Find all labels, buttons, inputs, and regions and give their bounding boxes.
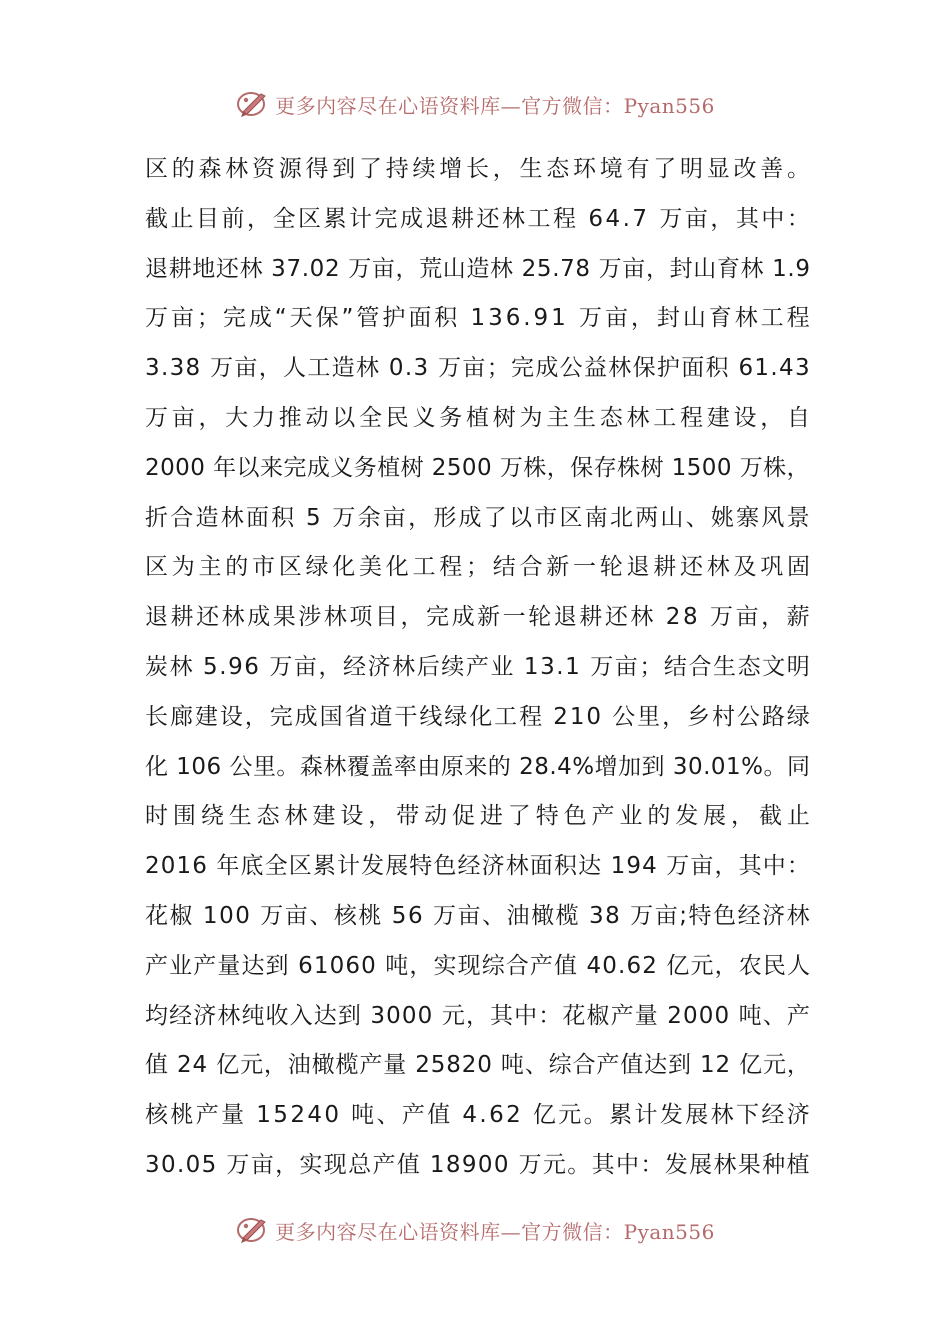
text-line: 均 经 济 林 纯 收 入 达 到 3 0 0 0 元 ， 其 中 ： 花 椒 产 量 2 0 0 0 吨 、 产 <box>145 1002 810 1029</box>
text-line: 退 耕 还 林 成 果 涉 林 项 目 ， 完 成 新 一 轮 退 耕 还 林 2 8 万 亩 ， 薪 <box>145 604 810 631</box>
text-line: 值 2 4 亿 元 ， 油 橄 榄 产 量 2 5 8 2 0 吨 、 综 合 产 值 达 到 1 2 亿 元 ， <box>145 1052 810 1079</box>
text-line: 花 椒 1 0 0 万 亩 、 核 桃 5 6 万 亩 、 油 橄 榄 3 8 万 亩 ; 特 色 经 济 林 <box>145 902 810 929</box>
text-line: 2 0 1 6 年 底 全 区 累 计 发 展 特 色 经 济 林 面 积 达 1 9 4 万 亩 ， 其 中 ： <box>145 853 810 880</box>
text-line: 区 为 主 的 市 区 绿 化 美 化 工 程 ； 结 合 新 一 轮 退 耕 还 林 及 巩 固 <box>145 554 810 581</box>
pen-logo-icon <box>235 86 271 122</box>
text-line: 时 围 绕 生 态 林 建 设 ， 带 动 促 进 了 特 色 产 业 的 发 展 ， 截 止 <box>145 803 810 830</box>
document-body <box>145 145 810 1191</box>
text-line: 长 廊 建 设 ， 完 成 国 省 道 干 线 绿 化 工 程 2 1 0 公 里 ， 乡 村 公 路 绿 <box>145 703 810 730</box>
text-line: 核 桃 产 量 1 5 2 4 0 吨 、 产 值 4 . 6 2 亿 元 。 累 计 发 展 林 下 经 济 <box>145 1102 810 1129</box>
text-line: 产 业 产 量 达 到 6 1 0 6 0 吨 ， 实 现 综 合 产 值 4 0 . 6 2 亿 元 ， 农 民 人 <box>145 952 810 979</box>
text-line: 炭 林 5 . 9 6 万 亩 ， 经 济 林 后 续 产 业 1 3 . 1 万 亩 ； 结 合 生 态 文 明 <box>145 653 810 680</box>
text-line: 退 耕 地 还 林 3 7 . 0 2 万 亩 ， 荒 山 造 林 2 5 . 7 8 万 亩 ， 封 山 育 林 1 . 9 <box>145 255 810 282</box>
watermark-text: 更多内容尽在心语资料库—官方微信：Pyan556 <box>275 1219 715 1244</box>
footer-watermark <box>0 1210 950 1250</box>
text-line: 折 合 造 林 面 积 5 万 余 亩 ， 形 成 了 以 市 区 南 北 两 山 、 姚 寨 风 景 <box>145 504 810 531</box>
watermark-text: 更多内容尽在心语资料库—官方微信：Pyan556 <box>275 93 715 118</box>
header-watermark <box>0 84 950 124</box>
text-line: 区 的 森 林 资 源 得 到 了 持 续 增 长 ， 生 态 环 境 有 了 明 显 改 善 。 <box>145 156 810 182</box>
text-line: 万 亩 ， 大 力 推 动 以 全 民 义 务 植 树 为 主 生 态 林 工 程 建 设 ， 自 <box>145 404 810 431</box>
text-line: 化 1 0 6 公 里 。 森 林 覆 盖 率 由 原 来 的 2 8 . 4 % 增 加 到 3 0 . 0 1 % 。 同 <box>145 753 810 780</box>
text-line: 3 . 3 8 万 亩 ， 人 工 造 林 0 . 3 万 亩 ； 完 成 公 益 林 保 护 面 积 6 1 . 4 3 <box>145 355 810 382</box>
text-line: 万 亩 ； 完 成 “ 天 保 ” 管 护 面 积 1 3 6 . 9 1 万 亩 ， 封 山 育 林 工 程 <box>145 305 810 332</box>
text-line: 2 0 0 0 年 以 来 完 成 义 务 植 树 2 5 0 0 万 株 ， 保 存 株 树 1 5 0 0 万 株 ， <box>145 454 810 481</box>
pen-logo-icon <box>235 1212 271 1248</box>
text-line: 3 0 . 0 5 万 亩 ， 实 现 总 产 值 1 8 9 0 0 万 元 。 其 中 ： 发 展 林 果 种 植 <box>145 1151 810 1178</box>
text-line: 截 止 目 前 ， 全 区 累 计 完 成 退 耕 还 林 工 程 6 4 . 7 万 亩 ， 其 中 ： <box>145 205 810 232</box>
